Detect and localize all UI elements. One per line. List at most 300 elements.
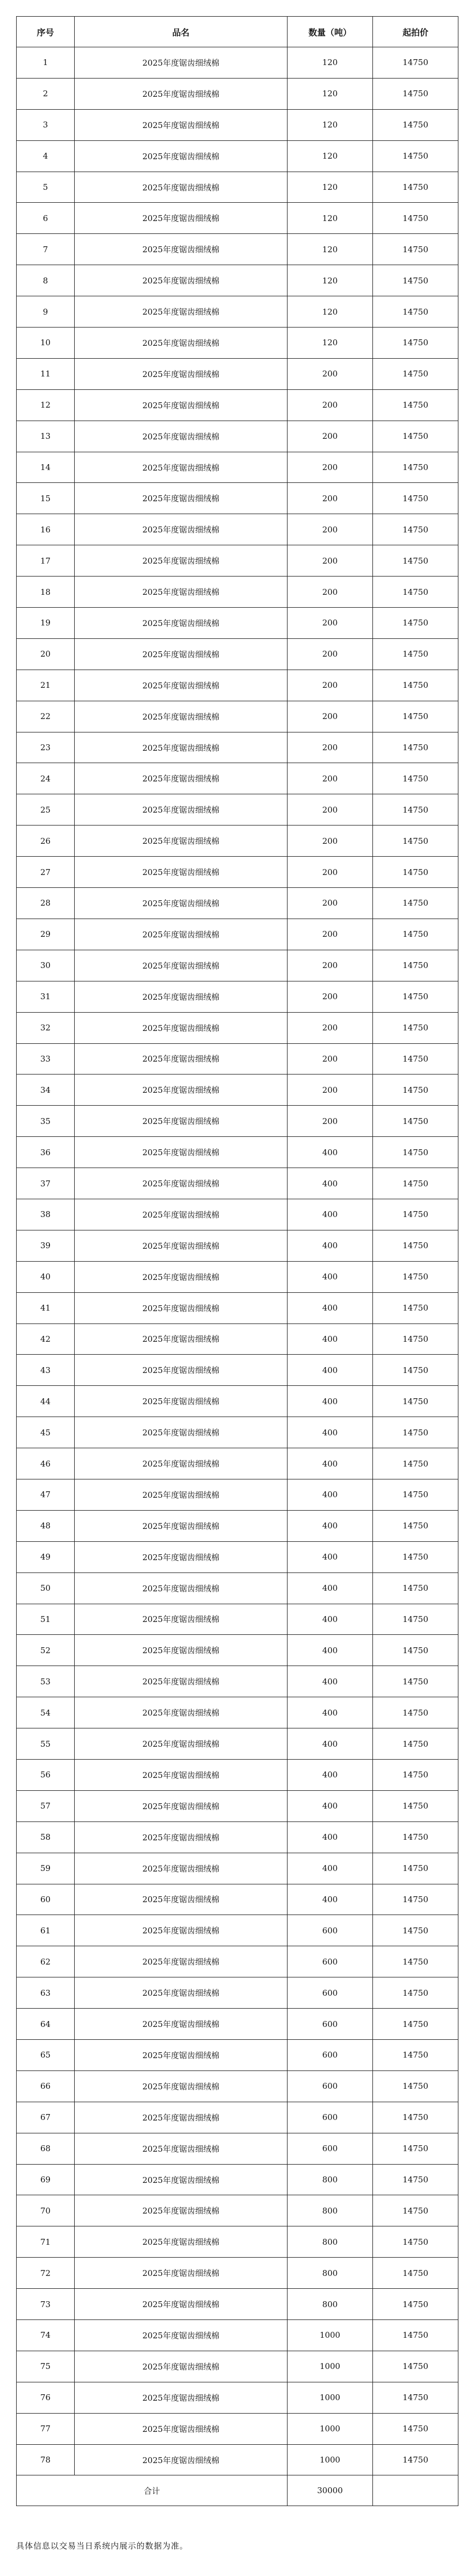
cell-serial-number: 20 [17,638,75,670]
cell-product-name: 2025年度锯齿细绒棉 [75,638,288,670]
cell-starting-price: 14750 [373,1230,458,1261]
cell-starting-price: 14750 [373,2351,458,2382]
cell-quantity: 200 [288,514,373,545]
table-row [17,1759,458,1790]
cell-quantity: 400 [288,1417,373,1448]
table-row [17,1541,458,1572]
cell-quantity: 800 [288,2289,373,2320]
cell-product-name: 2025年度锯齿细绒棉 [75,296,288,328]
table-row [17,857,458,888]
cell-serial-number: 73 [17,2289,75,2320]
cell-quantity: 800 [288,2258,373,2289]
table-row [17,1604,458,1635]
cell-serial-number: 23 [17,732,75,763]
cell-starting-price: 14750 [373,2320,458,2351]
cell-product-name: 2025年度锯齿细绒棉 [75,203,288,234]
cell-product-name: 2025年度锯齿细绒棉 [75,1043,288,1074]
cell-product-name: 2025年度锯齿细绒棉 [75,2195,288,2226]
cell-quantity: 400 [288,1168,373,1199]
table-row [17,2133,458,2164]
cell-serial-number: 65 [17,2040,75,2071]
cell-quantity: 200 [288,1043,373,1074]
cell-serial-number: 9 [17,296,75,328]
cell-quantity: 1000 [288,2413,373,2444]
cell-starting-price: 14750 [373,47,458,79]
cell-serial-number: 70 [17,2195,75,2226]
cell-starting-price: 14750 [373,638,458,670]
table-row [17,514,458,545]
table-row [17,1292,458,1323]
cell-quantity: 400 [288,1759,373,1790]
cell-starting-price: 14750 [373,577,458,608]
cell-quantity: 120 [288,328,373,359]
cell-quantity: 400 [288,1821,373,1853]
cell-product-name: 2025年度锯齿细绒棉 [75,763,288,794]
cell-serial-number: 52 [17,1635,75,1666]
table-row [17,1230,458,1261]
table-row [17,950,458,981]
table-row [17,1479,458,1510]
cell-starting-price: 14750 [373,1386,458,1417]
cell-starting-price: 14750 [373,296,458,328]
cell-quantity: 120 [288,47,373,79]
cell-quantity: 200 [288,981,373,1012]
cell-starting-price: 14750 [373,452,458,483]
cell-quantity: 400 [288,1790,373,1821]
cell-starting-price: 14750 [373,794,458,826]
cell-starting-price: 14750 [373,2413,458,2444]
cell-starting-price: 14750 [373,172,458,203]
table-row [17,1199,458,1230]
cell-product-name: 2025年度锯齿细绒棉 [75,2009,288,2040]
cell-product-name: 2025年度锯齿细绒棉 [75,421,288,452]
cell-serial-number: 37 [17,1168,75,1199]
cell-serial-number: 11 [17,358,75,389]
cell-serial-number: 15 [17,483,75,514]
cell-product-name: 2025年度锯齿细绒棉 [75,1417,288,1448]
cell-starting-price: 14750 [373,981,458,1012]
cell-serial-number: 60 [17,1884,75,1915]
cell-quantity: 200 [288,701,373,732]
cell-starting-price: 14750 [373,1043,458,1074]
cell-starting-price: 14750 [373,203,458,234]
cell-serial-number: 24 [17,763,75,794]
cell-quantity: 800 [288,2195,373,2226]
cell-product-name: 2025年度锯齿细绒棉 [75,47,288,79]
cell-serial-number: 16 [17,514,75,545]
cell-product-name: 2025年度锯齿细绒棉 [75,483,288,514]
table-row [17,1821,458,1853]
table-row [17,78,458,109]
cell-starting-price: 14750 [373,1479,458,1510]
cell-quantity: 120 [288,172,373,203]
cell-product-name: 2025年度锯齿细绒棉 [75,2102,288,2133]
cell-starting-price: 14750 [373,1977,458,2009]
cell-quantity: 200 [288,1106,373,1137]
cell-product-name: 2025年度锯齿细绒棉 [75,2226,288,2258]
cell-starting-price: 14750 [373,950,458,981]
cell-starting-price: 14750 [373,421,458,452]
cell-product-name: 2025年度锯齿细绒棉 [75,1230,288,1261]
cell-quantity: 400 [288,1355,373,1386]
header-starting-price: 起拍价 [373,17,458,47]
table-row [17,794,458,826]
table-row [17,203,458,234]
table-row [17,2258,458,2289]
cell-quantity: 200 [288,826,373,857]
cell-quantity: 120 [288,296,373,328]
cell-serial-number: 5 [17,172,75,203]
cell-product-name: 2025年度锯齿细绒棉 [75,1541,288,1572]
cell-quantity: 200 [288,1074,373,1106]
cell-starting-price: 14750 [373,670,458,701]
cell-quantity: 400 [288,1199,373,1230]
cell-starting-price: 14750 [373,2258,458,2289]
header-row [17,17,458,47]
table-row [17,421,458,452]
table-row [17,140,458,172]
cell-product-name: 2025年度锯齿细绒棉 [75,328,288,359]
cell-serial-number: 28 [17,888,75,919]
cell-serial-number: 64 [17,2009,75,2040]
cell-serial-number: 27 [17,857,75,888]
cell-serial-number: 74 [17,2320,75,2351]
table-row [17,265,458,296]
cell-starting-price: 14750 [373,1199,458,1230]
cell-serial-number: 63 [17,1977,75,2009]
cell-product-name: 2025年度锯齿细绒棉 [75,2258,288,2289]
cell-quantity: 400 [288,1884,373,1915]
cell-serial-number: 62 [17,1946,75,1977]
header-product-name: 品名 [75,17,288,47]
cell-serial-number: 14 [17,452,75,483]
cell-product-name: 2025年度锯齿细绒棉 [75,1168,288,1199]
cell-quantity: 200 [288,950,373,981]
cell-serial-number: 56 [17,1759,75,1790]
cell-starting-price: 14750 [373,1572,458,1604]
total-row [17,2475,458,2506]
cell-starting-price: 14750 [373,140,458,172]
cell-serial-number: 50 [17,1572,75,1604]
table-row [17,2009,458,2040]
cell-starting-price: 14750 [373,1790,458,1821]
table-row [17,608,458,639]
cell-starting-price: 14750 [373,608,458,639]
cell-serial-number: 66 [17,2070,75,2102]
cell-quantity: 200 [288,794,373,826]
cell-quantity: 200 [288,452,373,483]
cell-product-name: 2025年度锯齿细绒棉 [75,452,288,483]
cell-starting-price: 14750 [373,1604,458,1635]
cell-quantity: 1000 [288,2351,373,2382]
cell-quantity: 600 [288,2102,373,2133]
cell-quantity: 1000 [288,2444,373,2475]
footnote: 具体信息以交易当日系统内展示的数据为准。 [16,2541,189,2551]
cell-product-name: 2025年度锯齿细绒棉 [75,389,288,421]
cell-serial-number: 12 [17,389,75,421]
cell-quantity: 600 [288,1946,373,1977]
table-row [17,1137,458,1168]
cell-serial-number: 26 [17,826,75,857]
table-row [17,2040,458,2071]
cell-starting-price: 14750 [373,328,458,359]
cell-serial-number: 40 [17,1261,75,1292]
table-row [17,1355,458,1386]
cell-quantity: 200 [288,545,373,577]
cell-product-name: 2025年度锯齿细绒棉 [75,2382,288,2413]
table-row [17,1977,458,2009]
cell-quantity: 200 [288,888,373,919]
cell-starting-price: 14750 [373,2289,458,2320]
cell-serial-number: 47 [17,1479,75,1510]
cell-serial-number: 17 [17,545,75,577]
cell-starting-price: 14750 [373,2195,458,2226]
table-row [17,1168,458,1199]
cell-starting-price: 14750 [373,826,458,857]
cell-product-name: 2025年度锯齿细绒棉 [75,2040,288,2071]
cell-serial-number: 33 [17,1043,75,1074]
table-row [17,1790,458,1821]
cell-product-name: 2025年度锯齿细绒棉 [75,670,288,701]
cell-quantity: 400 [288,1261,373,1292]
table-row [17,1510,458,1541]
table-row [17,2226,458,2258]
cell-quantity: 120 [288,265,373,296]
cell-quantity: 800 [288,2164,373,2195]
cell-product-name: 2025年度锯齿细绒棉 [75,608,288,639]
cell-quantity: 400 [288,1479,373,1510]
table-row [17,2320,458,2351]
cell-product-name: 2025年度锯齿细绒棉 [75,1666,288,1697]
cell-product-name: 2025年度锯齿细绒棉 [75,826,288,857]
cell-product-name: 2025年度锯齿细绒棉 [75,857,288,888]
cell-serial-number: 54 [17,1697,75,1728]
cell-serial-number: 25 [17,794,75,826]
cell-serial-number: 46 [17,1448,75,1479]
table-row [17,1386,458,1417]
cell-product-name: 2025年度锯齿细绒棉 [75,1572,288,1604]
cell-starting-price: 14750 [373,109,458,140]
cell-serial-number: 59 [17,1853,75,1884]
cell-quantity: 400 [288,1541,373,1572]
cell-serial-number: 13 [17,421,75,452]
cell-serial-number: 48 [17,1510,75,1541]
table-row [17,732,458,763]
cell-serial-number: 31 [17,981,75,1012]
cell-quantity: 200 [288,483,373,514]
cell-serial-number: 35 [17,1106,75,1137]
cell-quantity: 600 [288,2133,373,2164]
cell-serial-number: 10 [17,328,75,359]
cell-quantity: 400 [288,1635,373,1666]
table-row [17,2289,458,2320]
cell-product-name: 2025年度锯齿细绒棉 [75,545,288,577]
cell-serial-number: 22 [17,701,75,732]
cell-starting-price: 14750 [373,2444,458,2475]
cell-quantity: 200 [288,577,373,608]
table-row [17,1666,458,1697]
table-row [17,389,458,421]
cell-product-name: 2025年度锯齿细绒棉 [75,2164,288,2195]
cell-product-name: 2025年度锯齿细绒棉 [75,577,288,608]
cell-starting-price: 14750 [373,2133,458,2164]
cell-quantity: 400 [288,1448,373,1479]
cell-starting-price: 14750 [373,1012,458,1043]
cell-starting-price: 14750 [373,1168,458,1199]
cell-serial-number: 3 [17,109,75,140]
table-row [17,1043,458,1074]
cell-starting-price: 14750 [373,1884,458,1915]
cell-starting-price: 14750 [373,2164,458,2195]
cell-quantity: 600 [288,2040,373,2071]
cell-quantity: 600 [288,1915,373,1946]
cell-product-name: 2025年度锯齿细绒棉 [75,1759,288,1790]
cell-quantity: 400 [288,1230,373,1261]
table-body [17,47,458,2475]
cell-serial-number: 32 [17,1012,75,1043]
cell-quantity: 200 [288,608,373,639]
table-row [17,888,458,919]
cell-quantity: 400 [288,1137,373,1168]
table-row [17,2195,458,2226]
cell-product-name: 2025年度锯齿细绒棉 [75,1012,288,1043]
cell-quantity: 400 [288,1697,373,1728]
table-row [17,2102,458,2133]
cell-product-name: 2025年度锯齿细绒棉 [75,2351,288,2382]
table-row [17,1946,458,1977]
cell-starting-price: 14750 [373,389,458,421]
cell-starting-price: 14750 [373,1541,458,1572]
cell-product-name: 2025年度锯齿细绒棉 [75,1355,288,1386]
cell-serial-number: 42 [17,1323,75,1355]
table-row [17,919,458,950]
table-row [17,981,458,1012]
cell-serial-number: 8 [17,265,75,296]
cell-serial-number: 34 [17,1074,75,1106]
cell-quantity: 200 [288,919,373,950]
cell-serial-number: 18 [17,577,75,608]
cell-product-name: 2025年度锯齿细绒棉 [75,1790,288,1821]
cell-product-name: 2025年度锯齿细绒棉 [75,1261,288,1292]
cell-product-name: 2025年度锯齿细绒棉 [75,265,288,296]
cell-serial-number: 19 [17,608,75,639]
cell-serial-number: 29 [17,919,75,950]
cell-product-name: 2025年度锯齿细绒棉 [75,1728,288,1760]
cell-product-name: 2025年度锯齿细绒棉 [75,1853,288,1884]
cell-product-name: 2025年度锯齿细绒棉 [75,78,288,109]
cell-starting-price: 14750 [373,1074,458,1106]
table-row [17,2164,458,2195]
cell-product-name: 2025年度锯齿细绒棉 [75,1106,288,1137]
table-row [17,47,458,79]
cell-quantity: 400 [288,1323,373,1355]
cell-product-name: 2025年度锯齿细绒棉 [75,888,288,919]
cell-serial-number: 45 [17,1417,75,1448]
cell-product-name: 2025年度锯齿细绒棉 [75,514,288,545]
cell-starting-price: 14750 [373,358,458,389]
cell-starting-price: 14750 [373,483,458,514]
cell-serial-number: 49 [17,1541,75,1572]
table-row [17,1448,458,1479]
cell-product-name: 2025年度锯齿细绒棉 [75,1137,288,1168]
cell-starting-price: 14750 [373,732,458,763]
cell-starting-price: 14750 [373,2382,458,2413]
cell-serial-number: 51 [17,1604,75,1635]
cell-quantity: 400 [288,1386,373,1417]
cell-starting-price: 14750 [373,78,458,109]
cell-quantity: 200 [288,1012,373,1043]
cell-quantity: 200 [288,857,373,888]
cell-starting-price: 14750 [373,2009,458,2040]
cell-starting-price: 14750 [373,2040,458,2071]
table-row [17,545,458,577]
table-row [17,1106,458,1137]
cell-product-name: 2025年度锯齿细绒棉 [75,919,288,950]
cell-starting-price: 14750 [373,1821,458,1853]
cell-product-name: 2025年度锯齿细绒棉 [75,1946,288,1977]
cell-quantity: 400 [288,1572,373,1604]
cell-serial-number: 53 [17,1666,75,1697]
cell-serial-number: 43 [17,1355,75,1386]
cell-product-name: 2025年度锯齿细绒棉 [75,1697,288,1728]
cell-serial-number: 77 [17,2413,75,2444]
table-row [17,296,458,328]
cell-starting-price: 14750 [373,265,458,296]
table-row [17,2413,458,2444]
table-row [17,826,458,857]
table-row [17,1853,458,1884]
cell-serial-number: 67 [17,2102,75,2133]
cell-quantity: 1000 [288,2382,373,2413]
cell-quantity: 200 [288,358,373,389]
cell-starting-price: 14750 [373,888,458,919]
cell-product-name: 2025年度锯齿细绒棉 [75,2070,288,2102]
auction-lot-table [16,16,458,2506]
cell-product-name: 2025年度锯齿细绒棉 [75,701,288,732]
cell-starting-price: 14750 [373,1853,458,1884]
table-row [17,2351,458,2382]
table-row [17,701,458,732]
cell-quantity: 120 [288,234,373,265]
table-row [17,1635,458,1666]
cell-serial-number: 7 [17,234,75,265]
cell-starting-price: 14750 [373,1759,458,1790]
table-row [17,1012,458,1043]
table-row [17,328,458,359]
cell-quantity: 400 [288,1728,373,1760]
total-quantity: 30000 [288,2475,373,2506]
cell-serial-number: 71 [17,2226,75,2258]
cell-quantity: 1000 [288,2320,373,2351]
table-row [17,109,458,140]
cell-quantity: 200 [288,763,373,794]
table-row [17,638,458,670]
table-row [17,483,458,514]
cell-starting-price: 14750 [373,1448,458,1479]
cell-serial-number: 72 [17,2258,75,2289]
cell-quantity: 120 [288,140,373,172]
table-row [17,234,458,265]
cell-starting-price: 14750 [373,857,458,888]
table-row [17,1572,458,1604]
cell-starting-price: 14750 [373,919,458,950]
cell-starting-price: 14750 [373,2102,458,2133]
table-row [17,358,458,389]
cell-starting-price: 14750 [373,2226,458,2258]
cell-starting-price: 14750 [373,1635,458,1666]
cell-starting-price: 14750 [373,1510,458,1541]
cell-starting-price: 14750 [373,701,458,732]
